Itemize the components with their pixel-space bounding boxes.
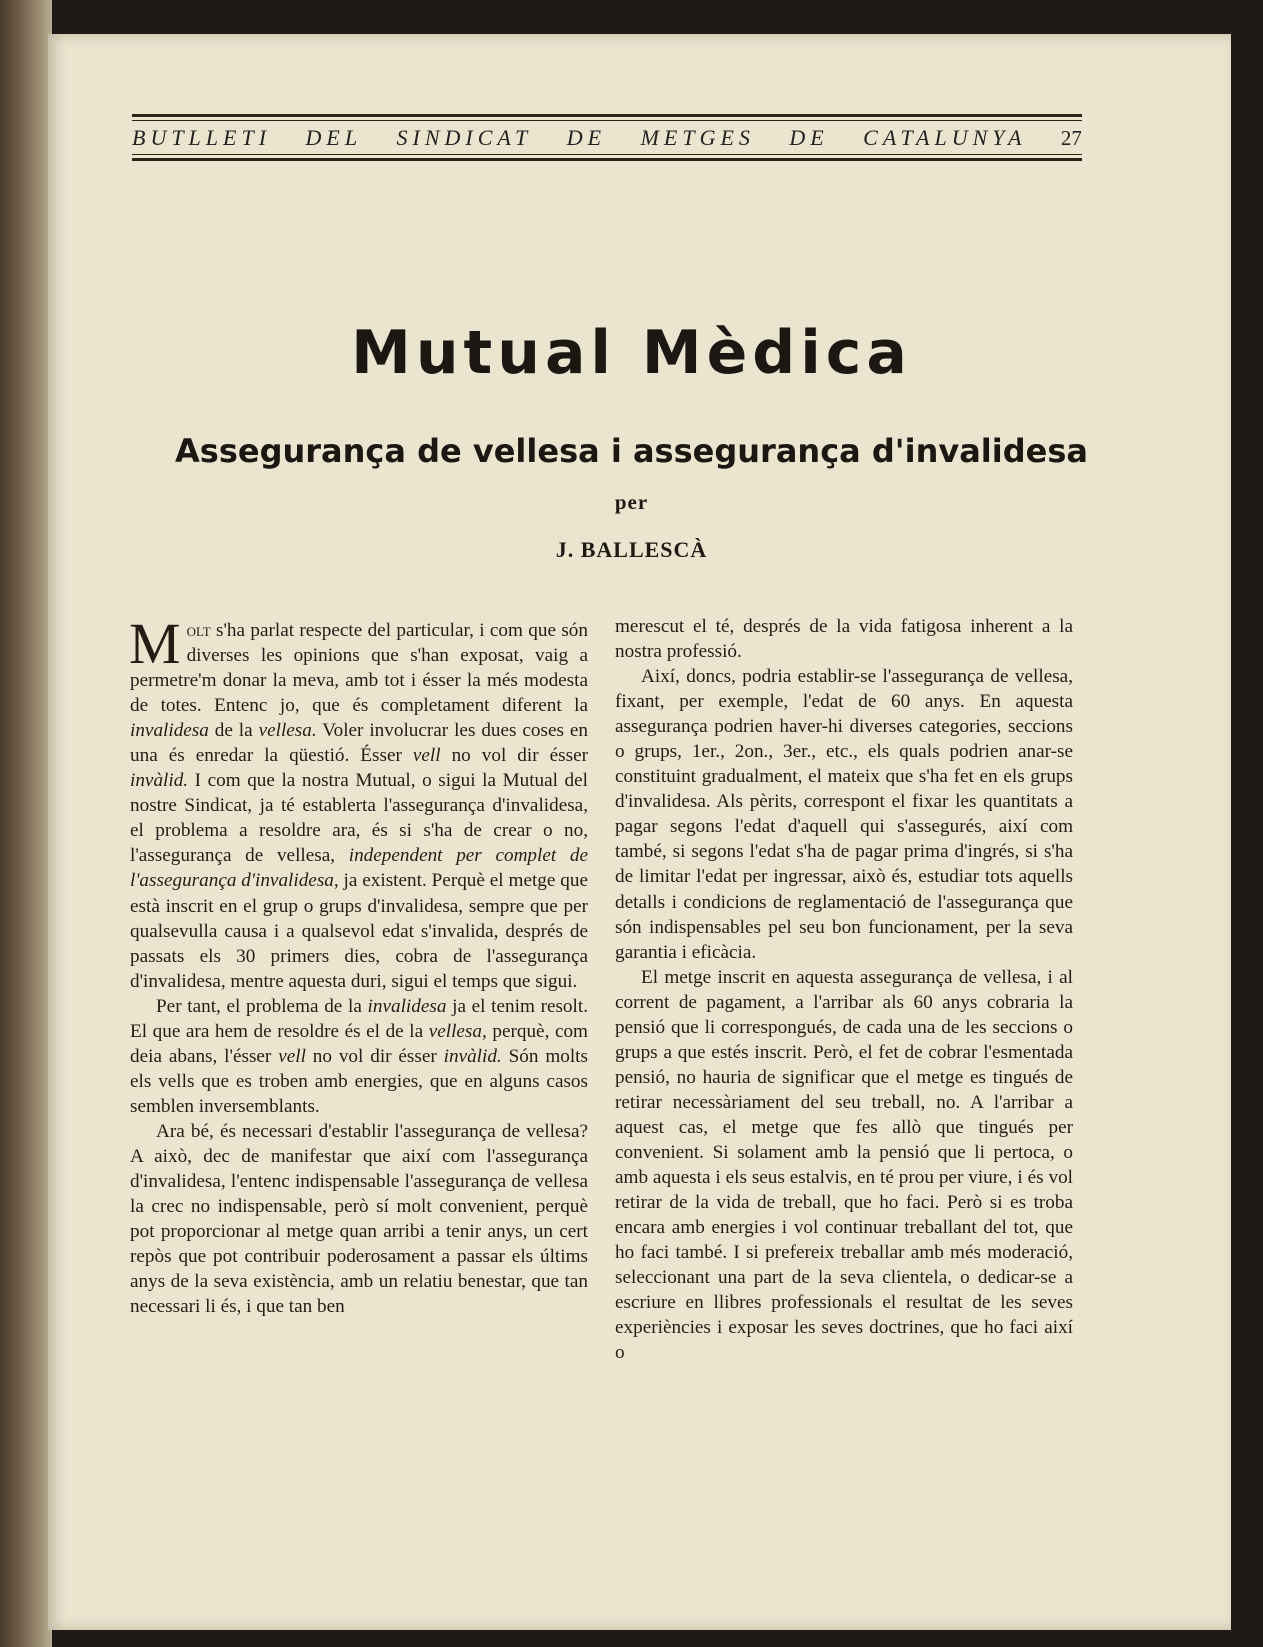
header-text [132,125,1082,151]
page-number: 27 [1060,125,1082,150]
text-run: Voler involucrar les dues coses en una és enredar la qüestió. Ésser [130,720,588,767]
italic-text: invalidesa [367,995,447,1017]
italic-text: vellesa. [258,720,317,742]
text-run: ja existent. Perquè el metge que està inscrit en el grup o grups d'invalidesa, sempre que per qualsevulla causa i a qualsevol edat s'invalida, després de passats els 30 primers dies, cobra de l'assegurança d'invalidesa, mentre aquesta duri, sigui el temps que sigui. [130,870,588,992]
paragraph: El metge inscrit en aquesta assegurança de vellesa, i al corrent de pagament, a l'arribar als 60 anys cobraria la pensió que li correspongués, de cada una de les seccions o grups a que estés inscrit. Però, el fet de cobrar l'esmentada pensió, no hauria de significar que el metge es tingués de retirar necessàriament del seu treball, no. A l'arribar a aquest cas, el metge que fes allò que tingués per convenient. Si solament amb la pensió que li pertoca, o amb aquesta i els seus estalvis, en té prou per viure, i és vol retirar de la vida de treball, que ho faci. Però si es troba encara amb energies i vol continuar treballant del tot, que ho faci també. I si prefereix treballar amb més moderació, seleccionant una part de la seva clientela, o dedicar-se a escriure en llibres professionals el resultat de les seves experiències i exposar les seves doctrines, que ho faci així o [615,966,1073,1364]
text-run: s'ha parlat respecte del particular, i com que són diverses les opinions que s'han exposat, vaig a permetre'm donar la meva, amb tot i ésser la més modesta de totes. Entenc jo, que és completament diferent la [130,620,588,717]
text-run: de la [208,720,259,742]
paragraph: Així, doncs, podria establir-se l'assegurança de vellesa, fixant, per exemple, l'edat de 60 anys. En aquesta assegurança podrien haver-hi diverses categories, seccions o grups, 1er., 2on., 3er., etc., els quals podrien anar-se constituint gradualment, el mateix que s'ha fet en els grups d'invalidesa. Als pèrits, correspont el fixar les quantitats a pagar segons l'edat d'aquell qui s'assegurés, així com també, si segons l'edat s'ha de pagar prima d'ingrés, si s'ha de limitar l'edat per ingressar, això és, estudiar tots aquells detalls i condicions de reglamentació de l'assegurança que són indispensables pel seu bon funcionament, per la seva garantia i eficàcia. [615,666,1073,963]
book-binding [0,0,52,1647]
text-run: Són molts els vells que es troben amb energies, que en alguns casos semblen inversemblants. [130,1045,588,1117]
article-title: Mutual Mèdica [351,318,912,388]
header-word: DE [566,125,607,150]
header-word: METGES [640,125,755,150]
text-run: ja el tenim resolt. El que ara hem de resoldre és el de la [130,995,588,1042]
header-word: SINDICAT [396,125,533,150]
italic-text: vell [412,745,441,767]
paragraph: Ara bé, és necessari d'establir l'assegurança de vellesa? A això, dec de manifestar que així com l'assegurança d'invalidesa, l'entenc indispensable l'assegurança de vellesa la crec no indispensable, però sí molt convenient, perquè pot proporcionar al metge quan arribi a tenir anys, un cert repòs que pot contribuir poderosament a passar els últims anys de la seva existència, amb un relatiu benestar, que tan necessari li és, i que tan ben [130,1120,588,1318]
article-subtitle: Assegurança de vellesa i assegurança d'invalidesa [175,432,1088,470]
italic-text: invalidesa [130,720,209,742]
header-word: DE [789,125,829,150]
italic-text: invàlid. [443,1045,502,1067]
header-rule-bottom-thin [132,154,1082,155]
header-word: DEL [305,125,363,150]
text-run: perquè, com deia abans, l'ésser [130,1020,588,1067]
italic-text: vell [278,1045,306,1067]
italic-text: vellesa, [428,1020,487,1042]
italic-text: invàlid. [130,770,189,792]
header-word: BUTLLETI [132,125,272,150]
running-header [132,114,1082,162]
byline: per [614,490,649,514]
small-caps-text: olt [186,620,211,641]
paragraph: merescut el té, després de la vida fatigosa inherent a la nostra professió. [615,616,1073,663]
author-name: J. BALLESCÀ [555,537,708,562]
drop-cap: M [129,611,181,676]
header-word: CATALUNYA [863,125,1027,150]
header-rule-top-thin [132,120,1082,121]
header-rule-top [132,114,1082,117]
left-column [129,611,589,1319]
text-run: no vol dir ésser [440,745,588,767]
text-run: no vol dir ésser [305,1045,444,1067]
paragraph [130,994,588,1119]
paragraph [129,611,589,994]
italic-text: independent per complet de l'assegurança d'invalidesa, [130,845,589,892]
text-run: I com que la nostra Mutual, o sigui la Mutual del nostre Sindicat, ja té establerta l'assegurança d'invalidesa, el problema a resoldre ara, és si s'ha de crear o no, l'assegurança de vellesa, [130,770,588,867]
right-column [615,614,1073,1365]
header-rule-bottom [132,158,1082,161]
text-run: Per tant, el problema de la [156,995,368,1017]
